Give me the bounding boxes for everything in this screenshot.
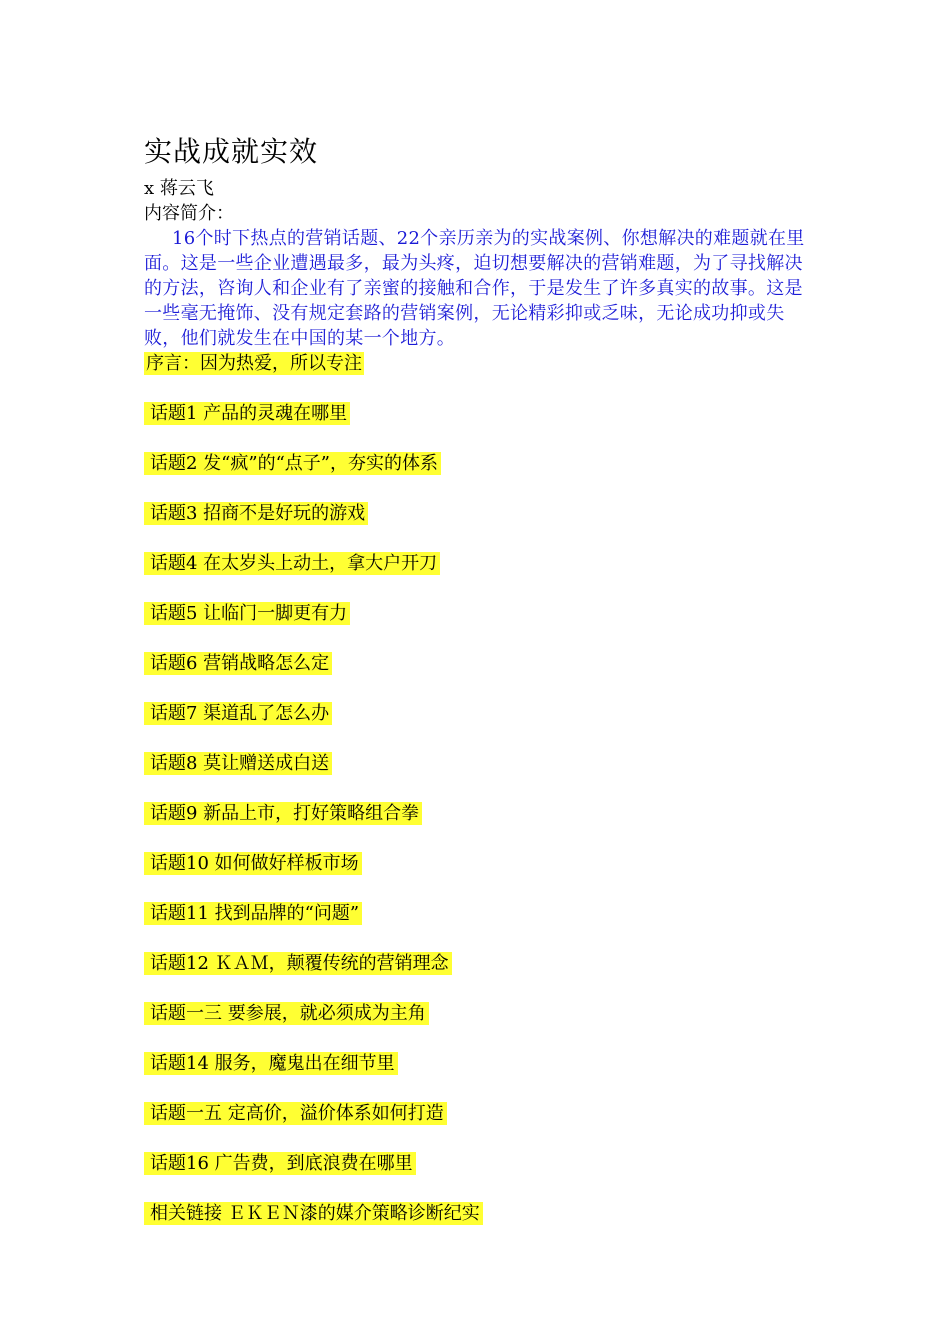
topic-label: 话题8 莫让赠送成白送 — [144, 752, 332, 775]
topic-item — [144, 652, 814, 676]
intro-label: 内容简介： — [144, 203, 234, 224]
intro-paragraph: 16个时下热点的营销话题、22个亲历亲为的实战案例、你想解决的难题就在里面。这是一些企业遭遇最多，最为头疼，迫切想要解决的营销难题，为了寻找解决的方法，咨询人和企业有了亲蜜的接触和合作，于是发生了许多真实的故事。这是一些毫无掩饰、没有规定套路的营销案例，无论精彩抑或乏味，无论成功抑或失败，他们就发生在中国的某一个地方。 — [144, 228, 805, 349]
topic-item — [144, 1152, 814, 1176]
topic-label: 话题9 新品上市，打好策略组合拳 — [144, 802, 422, 825]
topic-label: 话题4 在太岁头上动土，拿大户开刀 — [144, 552, 440, 575]
related-link-item — [144, 1202, 814, 1226]
topic-item — [144, 502, 814, 526]
topic-item — [144, 1052, 814, 1076]
topic-item — [144, 952, 814, 976]
topic-label: 话题16 广告费，到底浪费在哪里 — [144, 1152, 416, 1175]
topic-item — [144, 802, 814, 826]
topic-label: 话题2 发“疯”的“点子”，夯实的体系 — [144, 452, 441, 475]
related-link-label: 相关链接 ＥＫＥＮ漆的媒介策略诊断纪实 — [144, 1202, 483, 1225]
topic-item — [144, 752, 814, 776]
topic-label: 话题一三 要参展，就必须成为主角 — [144, 1002, 429, 1025]
document-page — [144, 134, 814, 1252]
topic-item — [144, 452, 814, 476]
topic-item — [144, 1102, 814, 1126]
topic-item — [144, 552, 814, 576]
topic-label: 话题6 营销战略怎么定 — [144, 652, 332, 675]
topic-label: 话题5 让临门一脚更有力 — [144, 602, 350, 625]
topic-item — [144, 902, 814, 926]
topic-label: 话题10 如何做好样板市场 — [144, 852, 362, 875]
topic-label: 话题1 产品的灵魂在哪里 — [144, 402, 350, 425]
topic-label: 话题14 服务，魔鬼出在细节里 — [144, 1052, 398, 1075]
topic-item — [144, 602, 814, 626]
topic-label: 话题7 渠道乱了怎么办 — [144, 702, 332, 725]
preface-line — [144, 351, 814, 376]
author-line: x 蒋云飞 — [144, 178, 214, 199]
topic-label: 话题3 招商不是好玩的游戏 — [144, 502, 368, 525]
topic-item — [144, 1002, 814, 1026]
topic-list — [144, 402, 814, 1226]
document-title: 实战成就实效 — [144, 135, 319, 168]
topic-item — [144, 702, 814, 726]
topic-label: 话题一五 定高价，溢价体系如何打造 — [144, 1102, 447, 1125]
topic-item — [144, 402, 814, 426]
topic-label: 话题11 找到品牌的“问题” — [144, 902, 362, 925]
topic-item — [144, 852, 814, 876]
preface-text: 序言：因为热爱，所以专注 — [146, 353, 362, 374]
topic-label: 话题12 ＫＡＭ，颠覆传统的营销理念 — [144, 952, 452, 975]
